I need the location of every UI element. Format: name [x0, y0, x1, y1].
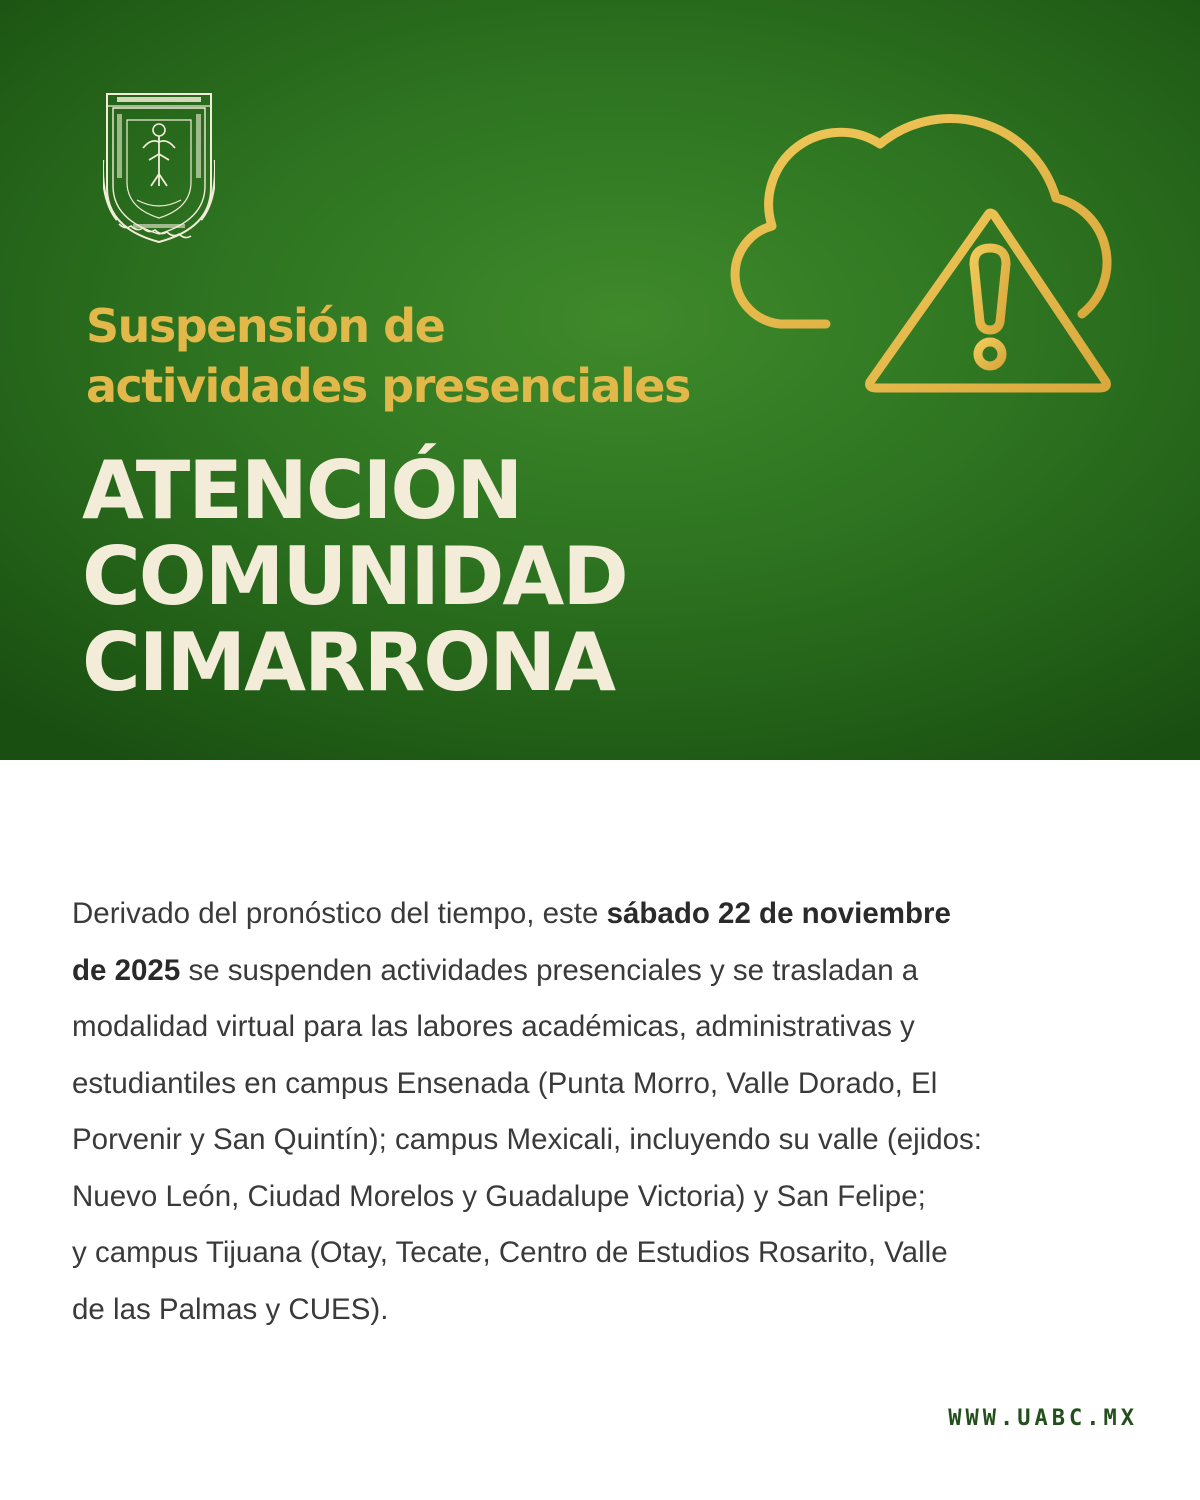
body-line: modalidad virtual para las labores académicas, administrativas y: [72, 1010, 915, 1043]
subtitle-line: actividades presenciales: [86, 359, 690, 413]
body-line: y campus Tijuana (Otay, Tecate, Centro de Estudios Rosarito, Valle: [72, 1236, 948, 1269]
date-highlight: de 2025: [72, 953, 181, 987]
announcement-body: [72, 886, 1132, 1338]
headline-line: ATENCIÓN: [82, 444, 522, 537]
body-line: Porvenir y San Quintín); campus Mexicali, incluyendo su valle (ejidos:: [72, 1123, 982, 1156]
body-line: Nuevo León, Ciudad Morelos y Guadalupe Victoria) y San Felipe;: [72, 1179, 926, 1213]
date-highlight: sábado 22 de noviembre: [606, 897, 951, 930]
headline: [82, 444, 842, 709]
uabc-seal-icon: [103, 90, 215, 246]
body-line: [72, 886, 1132, 943]
body-line: estudiantiles en campus Ensenada (Punta Morro, Valle Dorado, El: [72, 1066, 938, 1100]
headline-line: COMUNIDAD: [82, 530, 627, 623]
body-line: [72, 943, 1132, 1000]
subtitle: [86, 296, 786, 416]
body-line: de las Palmas y CUES).: [72, 1292, 389, 1326]
headline-line: CIMARRONA: [82, 616, 615, 709]
subtitle-line: Suspensión de: [86, 299, 445, 353]
website-url[interactable]: WWW.UABC.MX: [948, 1406, 1138, 1431]
body-text-segment: se suspenden actividades presenciales y se trasladan a: [180, 953, 919, 987]
body-text-segment: Derivado del pronóstico del tiempo, este: [72, 897, 607, 930]
